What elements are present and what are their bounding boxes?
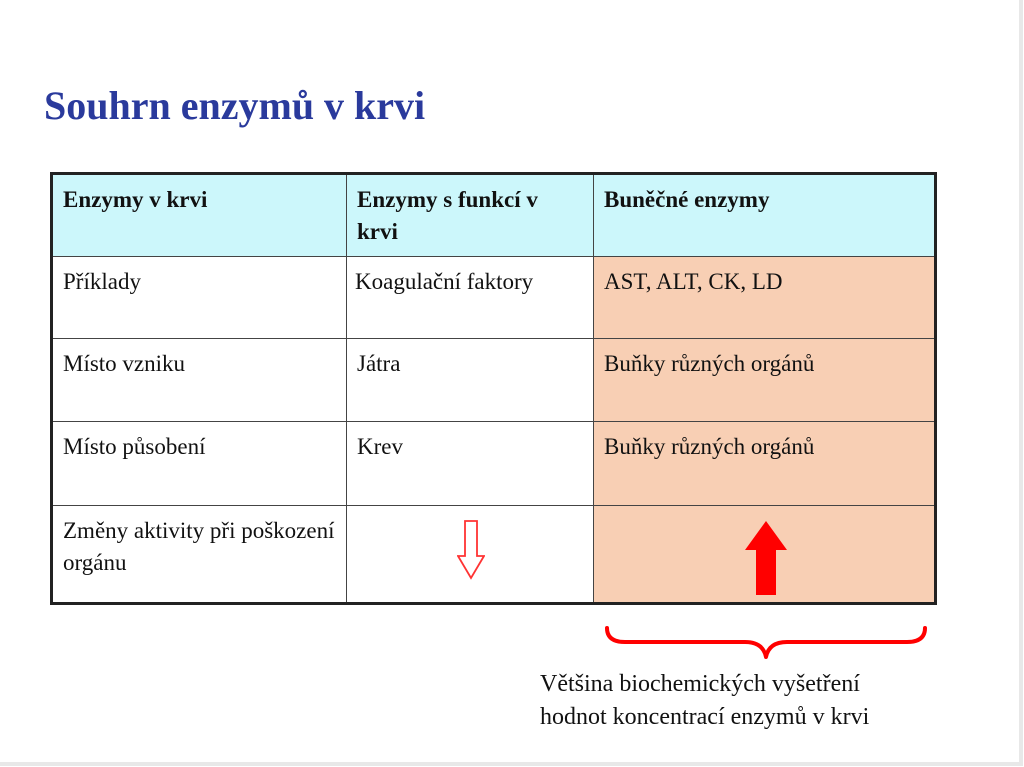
arrow-up-icon	[744, 520, 788, 596]
note-line: hodnot koncentrací enzymů v krvi	[540, 704, 870, 730]
table-row	[52, 339, 936, 422]
header-cell-enzymes-in-blood: Enzymy v krvi	[52, 174, 347, 257]
table-header-row	[52, 174, 936, 257]
note-text	[540, 668, 869, 734]
row-label-site-of-action: Místo působení	[52, 422, 347, 506]
table-cell: AST, ALT, CK, LD	[594, 257, 936, 339]
table-cell: Krev	[347, 422, 594, 506]
table-cell: Buňky různých orgánů	[594, 339, 936, 422]
table-row	[52, 422, 936, 506]
row-label-origin: Místo vzniku	[52, 339, 347, 422]
slide-title: Souhrn enzymů v krvi	[44, 83, 426, 128]
arrow-down-icon	[457, 520, 485, 580]
note-line: Většina biochemických vyšetření	[540, 671, 860, 697]
table-cell: Buňky různých orgánů	[594, 422, 936, 506]
row-label-examples: Příklady	[52, 257, 347, 339]
enzyme-summary-table	[50, 172, 937, 605]
decrease-cell	[347, 506, 594, 604]
curly-brace-icon	[605, 626, 927, 660]
table-cell: Játra	[347, 339, 594, 422]
header-cell-functional-enzymes: Enzymy s funkcí v krvi	[347, 174, 594, 257]
table-row	[52, 257, 936, 339]
header-cell-cellular-enzymes: Buněčné enzymy	[594, 174, 936, 257]
increase-cell	[594, 506, 936, 604]
table-cell: Koagulační faktory	[347, 257, 594, 339]
row-label-activity-change: Změny aktivity při poškození orgánu	[52, 506, 347, 604]
table-row	[52, 506, 936, 604]
